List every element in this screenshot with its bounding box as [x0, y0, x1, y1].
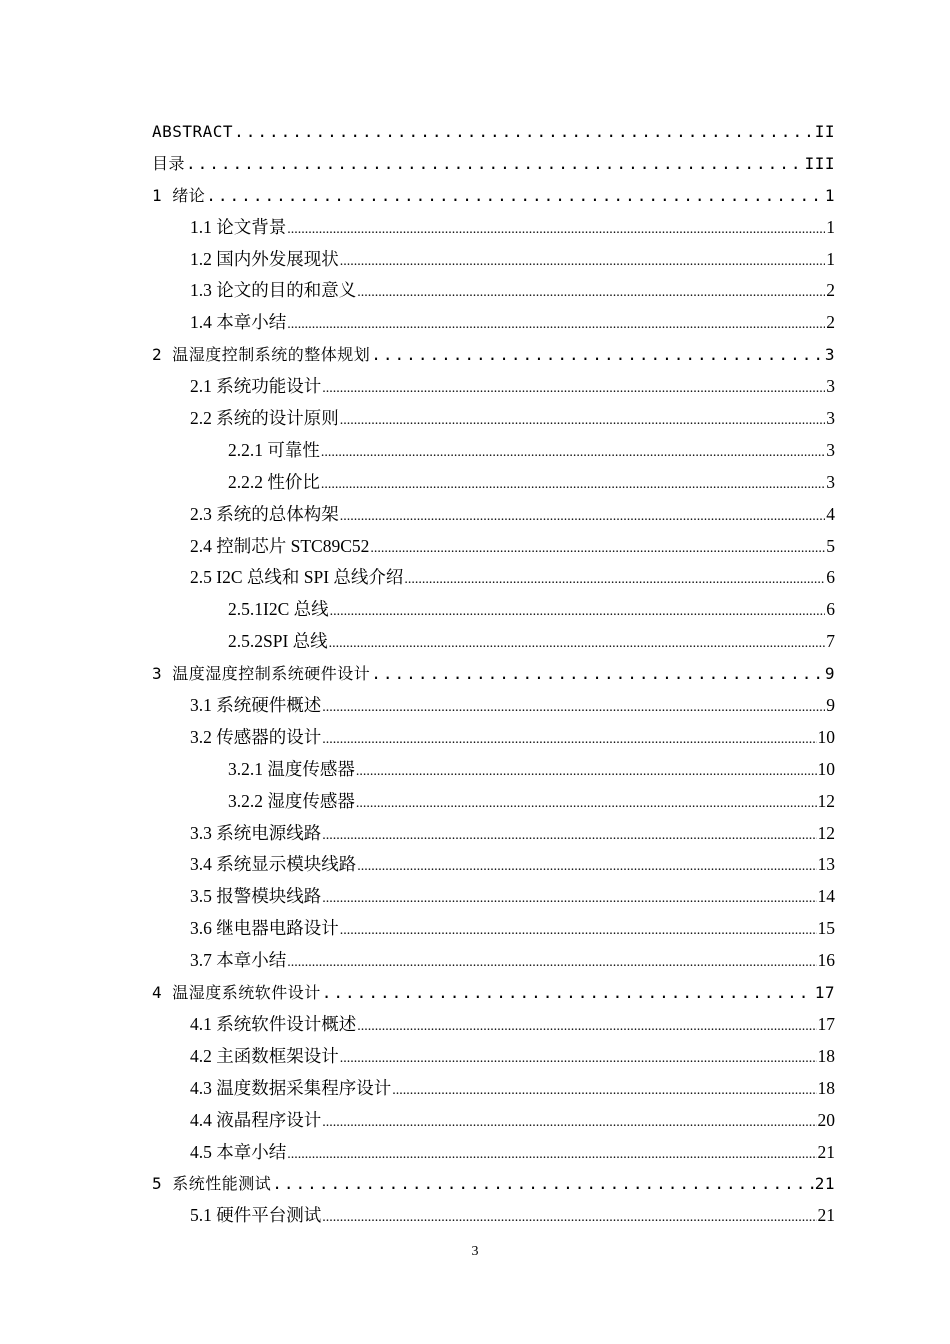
toc-entry[interactable] — [152, 1041, 835, 1073]
toc-entry-label: 2.3 系统的总体构架 — [190, 503, 339, 524]
toc-dot-leader — [322, 1107, 816, 1139]
toc-entry-label: 4 温湿度系统软件设计 — [152, 983, 321, 1003]
toc-entry-page: 18 — [817, 1045, 835, 1066]
toc-entry-page: 18 — [817, 1077, 835, 1098]
toc-entry-label: 2.2.1 可靠性 — [228, 439, 320, 460]
toc-entry-label: 3.4 系统显示模块线路 — [190, 854, 357, 875]
toc-dot-leader — [357, 1011, 816, 1043]
toc-dot-leader — [322, 692, 825, 724]
toc-entry-page: 6 — [826, 567, 835, 588]
toc-entry-page: 15 — [817, 918, 835, 939]
toc-entry-page: 9 — [826, 695, 835, 716]
toc-dot-leader — [287, 309, 825, 341]
toc-entry-page: 3 — [826, 471, 835, 492]
toc-entry-page: 21 — [814, 1174, 835, 1194]
toc-entry-label: 1.3 论文的目的和意义 — [190, 280, 357, 301]
toc-dot-leader — [322, 724, 816, 756]
toc-entry-page: II — [814, 122, 835, 141]
toc-entry[interactable] — [152, 1200, 835, 1232]
toc-entry-page: 12 — [817, 790, 835, 811]
toc-entry[interactable] — [152, 626, 835, 658]
toc-entry[interactable] — [152, 212, 835, 244]
toc-dot-leader — [272, 1168, 813, 1200]
toc-dot-leader — [321, 437, 825, 469]
toc-dot-leader — [321, 469, 825, 501]
toc-entry[interactable] — [152, 1137, 835, 1169]
toc-entry-label: 2.5 I2C 总线和 SPI 总线介绍 — [190, 567, 404, 588]
toc-entry[interactable] — [152, 945, 835, 977]
toc-entry[interactable] — [152, 307, 835, 339]
toc-entry[interactable] — [152, 1073, 835, 1105]
toc-entry-label: 2.5.2SPI 总线 — [228, 631, 328, 652]
toc-dot-leader — [234, 116, 814, 148]
toc-entry[interactable] — [152, 754, 835, 786]
toc-entry[interactable] — [152, 786, 835, 818]
toc-entry[interactable] — [152, 435, 835, 467]
toc-dot-leader — [322, 820, 816, 852]
toc-entry-page: 20 — [817, 1109, 835, 1130]
toc-dot-leader — [356, 788, 817, 820]
toc-entry-page: 1 — [824, 185, 835, 205]
toc-entry[interactable] — [152, 562, 835, 594]
toc-entry[interactable] — [152, 722, 835, 754]
toc-dot-leader — [370, 533, 825, 565]
toc-entry[interactable] — [152, 977, 835, 1009]
toc-entry-label: 3 温度湿度控制系统硬件设计 — [152, 664, 371, 684]
toc-entry-page: 3 — [826, 376, 835, 397]
toc-entry-page: 13 — [817, 854, 835, 875]
page-number: 3 — [471, 1244, 479, 1259]
toc-entry-label: 3.7 本章小结 — [190, 950, 287, 971]
toc-entry[interactable] — [152, 1105, 835, 1137]
toc-entry[interactable] — [152, 180, 835, 212]
toc-entry-label: 4.2 主函数框架设计 — [190, 1045, 339, 1066]
toc-entry[interactable] — [152, 690, 835, 722]
toc-entry-page: 10 — [817, 758, 835, 779]
toc-entry-page: 3 — [826, 408, 835, 429]
toc-dot-leader — [340, 405, 826, 437]
toc-entry-page: 17 — [817, 1013, 835, 1034]
toc-entry-page: 21 — [817, 1141, 835, 1162]
toc-entry[interactable] — [152, 849, 835, 881]
toc-entry-label: 3.5 报警模块线路 — [190, 886, 322, 907]
toc-dot-leader — [206, 180, 824, 212]
toc-entry[interactable] — [152, 339, 835, 371]
toc-entry-label: 2.2 系统的设计原则 — [190, 408, 339, 429]
toc-entry-label: 4.4 液晶程序设计 — [190, 1109, 322, 1130]
toc-entry-page: 3 — [826, 439, 835, 460]
toc-dot-leader — [371, 339, 824, 371]
toc-entry-label: 2.2.2 性价比 — [228, 471, 320, 492]
toc-entry[interactable] — [152, 467, 835, 499]
toc-entry[interactable] — [152, 818, 835, 850]
toc-entry-label: ABSTRACT — [152, 122, 234, 141]
toc-dot-leader — [404, 564, 825, 596]
toc-entry[interactable] — [152, 1009, 835, 1041]
toc-dot-leader — [287, 947, 816, 979]
toc-entry-label: 4.1 系统软件设计概述 — [190, 1013, 357, 1034]
toc-entry-label: 2.4 控制芯片 STC89C52 — [190, 535, 370, 556]
toc-entry[interactable] — [152, 371, 835, 403]
toc-dot-leader — [340, 501, 826, 533]
toc-entry-label: 2 温湿度控制系统的整体规划 — [152, 345, 371, 365]
toc-entry[interactable] — [152, 531, 835, 563]
toc-entry-page: III — [804, 153, 835, 173]
toc-entry[interactable] — [152, 881, 835, 913]
toc-entry[interactable] — [152, 658, 835, 690]
toc-entry[interactable] — [152, 594, 835, 626]
toc-dot-leader — [356, 756, 817, 788]
toc-dot-leader — [287, 1139, 816, 1171]
toc-entry-page: 9 — [824, 664, 835, 684]
toc-entry-page: 5 — [826, 535, 835, 556]
toc-dot-leader — [357, 851, 816, 883]
toc-entry-label: 1.1 论文背景 — [190, 216, 287, 237]
toc-entry-label: 2.1 系统功能设计 — [190, 376, 322, 397]
toc-entry[interactable] — [152, 116, 835, 148]
toc-entry-label: 3.3 系统电源线路 — [190, 822, 322, 843]
toc-entry-label: 1.2 国内外发展现状 — [190, 248, 339, 269]
toc-entry-label: 目录 — [152, 153, 186, 173]
toc-dot-leader — [340, 246, 826, 278]
toc-dot-leader — [371, 658, 824, 690]
toc-entry-label: 5 系统性能测试 — [152, 1174, 272, 1194]
toc-entry-label: 4.3 温度数据采集程序设计 — [190, 1077, 392, 1098]
toc-entry[interactable] — [152, 499, 835, 531]
toc-entry-label: 5.1 硬件平台测试 — [190, 1205, 322, 1226]
toc-entry-page: 1 — [826, 216, 835, 237]
toc-entry[interactable] — [152, 403, 835, 435]
toc-entry-page: 7 — [826, 631, 835, 652]
toc-entry[interactable] — [152, 148, 835, 180]
toc-entry[interactable] — [152, 1168, 835, 1200]
toc-dot-leader — [287, 214, 825, 246]
toc-entry-page: 17 — [814, 983, 835, 1003]
toc-entry-label: 3.2.2 湿度传感器 — [228, 790, 355, 811]
toc-entry-label: 3.1 系统硬件概述 — [190, 695, 322, 716]
toc-entry-page: 10 — [817, 726, 835, 747]
toc-entry-page: 21 — [817, 1205, 835, 1226]
toc-entry-label: 3.2.1 温度传感器 — [228, 758, 355, 779]
toc-dot-leader — [357, 277, 825, 309]
toc-entry-page: 14 — [817, 886, 835, 907]
toc-entry-page: 12 — [817, 822, 835, 843]
toc-dot-leader — [330, 596, 826, 628]
toc-entry-page: 6 — [826, 599, 835, 620]
toc-dot-leader — [329, 628, 826, 660]
toc-entry[interactable] — [152, 913, 835, 945]
toc-entry-page: 3 — [824, 345, 835, 365]
toc-entry-page: 2 — [826, 280, 835, 301]
toc-entry-page: 4 — [826, 503, 835, 524]
toc-dot-leader — [322, 883, 816, 915]
table-of-contents — [152, 116, 835, 1232]
toc-entry-label: 4.5 本章小结 — [190, 1141, 287, 1162]
toc-dot-leader — [340, 915, 817, 947]
toc-entry[interactable] — [152, 275, 835, 307]
toc-entry-label: 1.4 本章小结 — [190, 312, 287, 333]
toc-dot-leader — [340, 1043, 817, 1075]
toc-entry-label: 3.6 继电器电路设计 — [190, 918, 339, 939]
toc-dot-leader — [186, 148, 804, 180]
toc-entry-page: 16 — [817, 950, 835, 971]
toc-dot-leader — [322, 977, 814, 1009]
toc-dot-leader — [322, 373, 825, 405]
toc-entry-label: 1 绪论 — [152, 185, 206, 205]
toc-entry-label: 3.2 传感器的设计 — [190, 726, 322, 747]
toc-dot-leader — [322, 1202, 816, 1234]
toc-dot-leader — [392, 1075, 816, 1107]
toc-entry-page: 1 — [826, 248, 835, 269]
toc-entry-page: 2 — [826, 312, 835, 333]
toc-entry[interactable] — [152, 244, 835, 276]
toc-entry-label: 2.5.1I2C 总线 — [228, 599, 329, 620]
